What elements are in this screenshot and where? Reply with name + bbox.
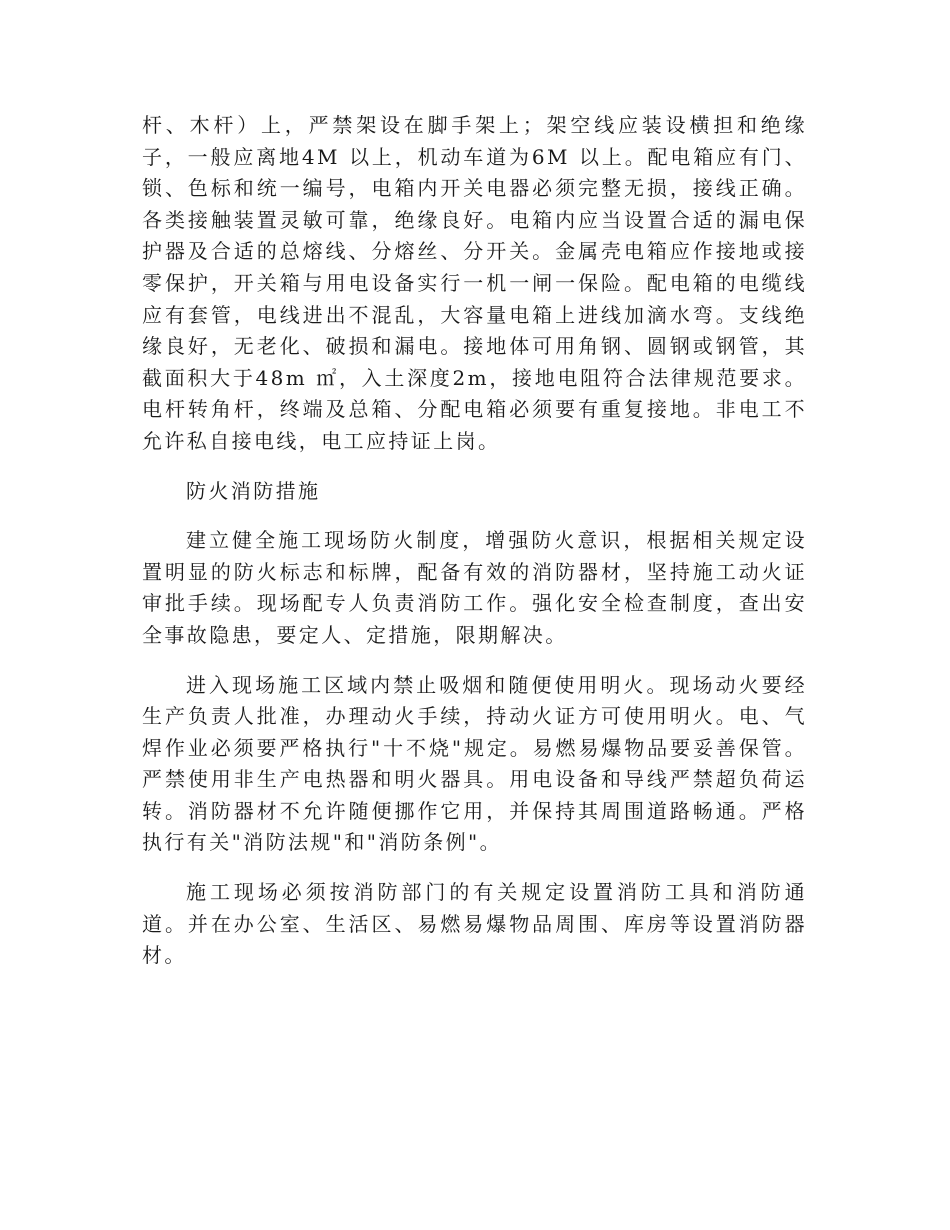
section-heading-fire-protection: 防火消防措施 <box>186 478 321 503</box>
paragraph-electrical: 杆、木杆）上，严禁架设在脚手架上；架空线应装设横担和绝缘子，一般应离地4M 以上，机动车道为6M 以上。配电箱应有门、锁、色标和统一编号，电箱内开关电器必须完整无损，接线正确。各类接触装置灵敏可靠，绝缘良好。电箱内应当设置合适的漏电保护器及合适的总熔线、分熔丝、分开关。金属壳电箱应作接地或接零保护，开关箱与用电设备实行一机一闸一保险。配电箱的电缆线应有套管，电线进出不混乱，大容量电箱上进线加滴水弯。支线绝缘良好，无老化、破损和漏电。接地体可用角钢、圆钢或钢管，其截面积大于48m ㎡，入土深度2m，接地电阻符合法律规范要求。电杆转角杆，终端及总箱、分配电箱必须要有重复接地。非电工不允许私自接电线，电工应持证上岗。 <box>142 113 807 453</box>
paragraph-fire-system: 建立健全施工现场防火制度，增强防火意识，根据相关规定设置明显的防火标志和标牌，配备有效的消防器材，坚持施工动火证审批手续。现场配专人负责消防工作。强化安全检查制度，查出安全事故隐患，要定人、定措施，限期解决。 <box>142 528 807 647</box>
paragraph-fire-equipment: 施工现场必须按消防部门的有关规定设置消防工具和消防通道。并在办公室、生活区、易燃易爆物品周围、库房等设置消防器材。 <box>142 880 807 968</box>
document-page <box>142 110 807 972</box>
paragraph-fire-prohibitions: 进入现场施工区域内禁止吸烟和随便使用明火。现场动火要经生产负责人批准，办理动火手续，持动火证方可使用明火。电、气焊作业必须要严格执行"十不烧"规定。易燃易爆物品要妥善保管。严禁使用非生产电热器和明火器具。用电设备和导线严禁超负荷运转。消防器材不允许随便挪作它用，并保持其周围道路畅通。严格执行有关"消防法规"和"消防条例"。 <box>142 672 807 855</box>
